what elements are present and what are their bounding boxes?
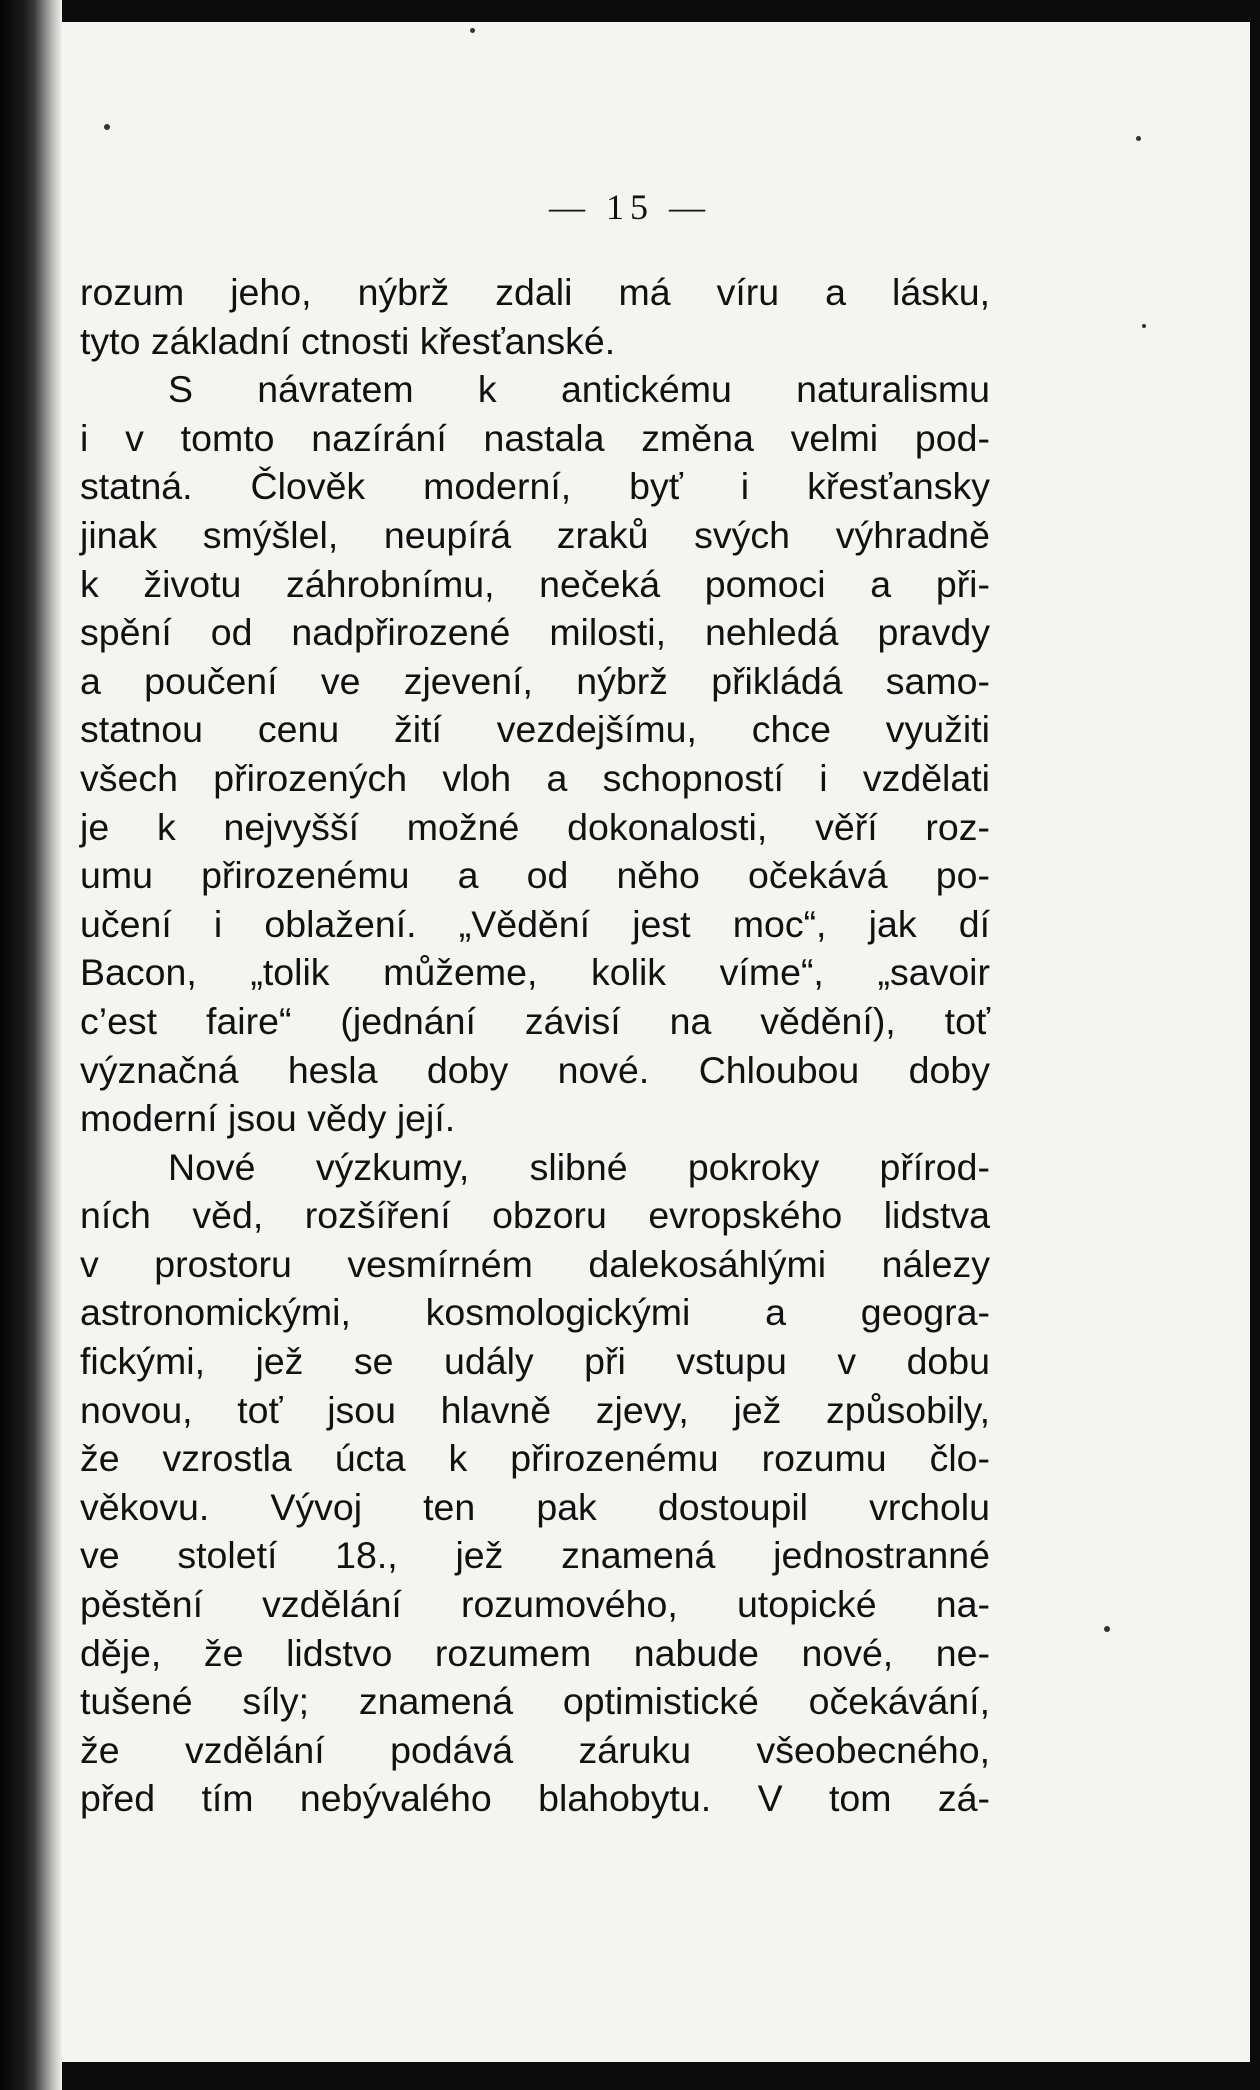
text-line: je k nejvyšší možné dokonalosti, věří roz- — [80, 805, 990, 848]
text-line: všech přirozených vloh a schopností i vzdělati — [80, 756, 990, 799]
ink-speck — [104, 124, 110, 130]
text-line: i v tomto nazírání nastala změna velmi pod- — [80, 416, 990, 459]
text-line: jinak smýšlel, neupírá zraků svých výhradně — [80, 513, 990, 556]
ink-speck — [470, 28, 475, 33]
text-line: tyto základní ctnosti křesťanské. — [80, 319, 616, 362]
text-line: spění od nadpřirozené milosti, nehledá pravdy — [80, 611, 990, 654]
page-number: — 15 — — [549, 187, 711, 227]
book-binding-shadow — [0, 0, 62, 2090]
body-text — [80, 268, 990, 1823]
text-line: moderní jsou vědy její. — [80, 1097, 456, 1140]
text-line: tušené síly; znamená optimistické očekávání, — [80, 1680, 990, 1723]
text-line: Nové výzkumy, slibné pokroky přírod- — [168, 1145, 990, 1188]
text-line: astronomickými, kosmologickými a geogra- — [80, 1291, 990, 1334]
text-line: c’est faire“ (jednání závisí na vědění), toť — [80, 999, 990, 1042]
text-line: k životu záhrobnímu, nečeká pomoci a při- — [80, 562, 990, 605]
ink-speck — [1142, 324, 1146, 328]
text-line: fickými, jež se udály při vstupu v dobu — [80, 1340, 990, 1383]
text-line: věkovu. Vývoj ten pak dostoupil vrcholu — [80, 1485, 990, 1528]
text-line: statná. Člověk moderní, byť i křesťansky — [80, 465, 990, 508]
text-line: že vzrostla úcta k přirozenému rozumu člo- — [80, 1437, 990, 1480]
text-line: význačná hesla doby nové. Chloubou doby — [80, 1048, 990, 1091]
page-edge-shadow — [1250, 0, 1260, 2090]
text-line: před tím nebývalého blahobytu. V tom zá- — [80, 1777, 990, 1820]
text-line: rozum jeho, nýbrž zdali má víru a lásku, — [80, 271, 990, 313]
text-line: pěstění vzdělání rozumového, utopické na- — [80, 1583, 990, 1626]
ink-speck — [1104, 1626, 1110, 1632]
text-line: statnou cenu žití vezdejšímu, chce využiti — [80, 708, 990, 751]
text-line: umu přirozenému a od něho očekává po- — [80, 854, 990, 897]
text-line: Bacon, „tolik můžeme, kolik víme“, „savoir — [80, 951, 990, 994]
text-line: ve století 18., jež znamená jednostranné — [80, 1534, 990, 1577]
text-line: v prostoru vesmírném dalekosáhlými nálezy — [80, 1242, 990, 1285]
ink-speck — [1136, 136, 1141, 141]
text-line: děje, že lidstvo rozumem nabude nové, ne- — [80, 1631, 990, 1674]
text-line: a poučení ve zjevení, nýbrž přikládá samo- — [80, 659, 990, 702]
text-line: ních věd, rozšíření obzoru evropského lidstva — [80, 1194, 990, 1237]
text-line: novou, toť jsou hlavně zjevy, jež způsobily, — [80, 1388, 990, 1431]
text-line: že vzdělání podává záruku všeobecného, — [80, 1728, 990, 1771]
text-line: učení i oblažení. „Vědění jest moc“, jak dí — [80, 902, 990, 945]
text-line: S návratem k antickému naturalismu — [168, 368, 990, 411]
